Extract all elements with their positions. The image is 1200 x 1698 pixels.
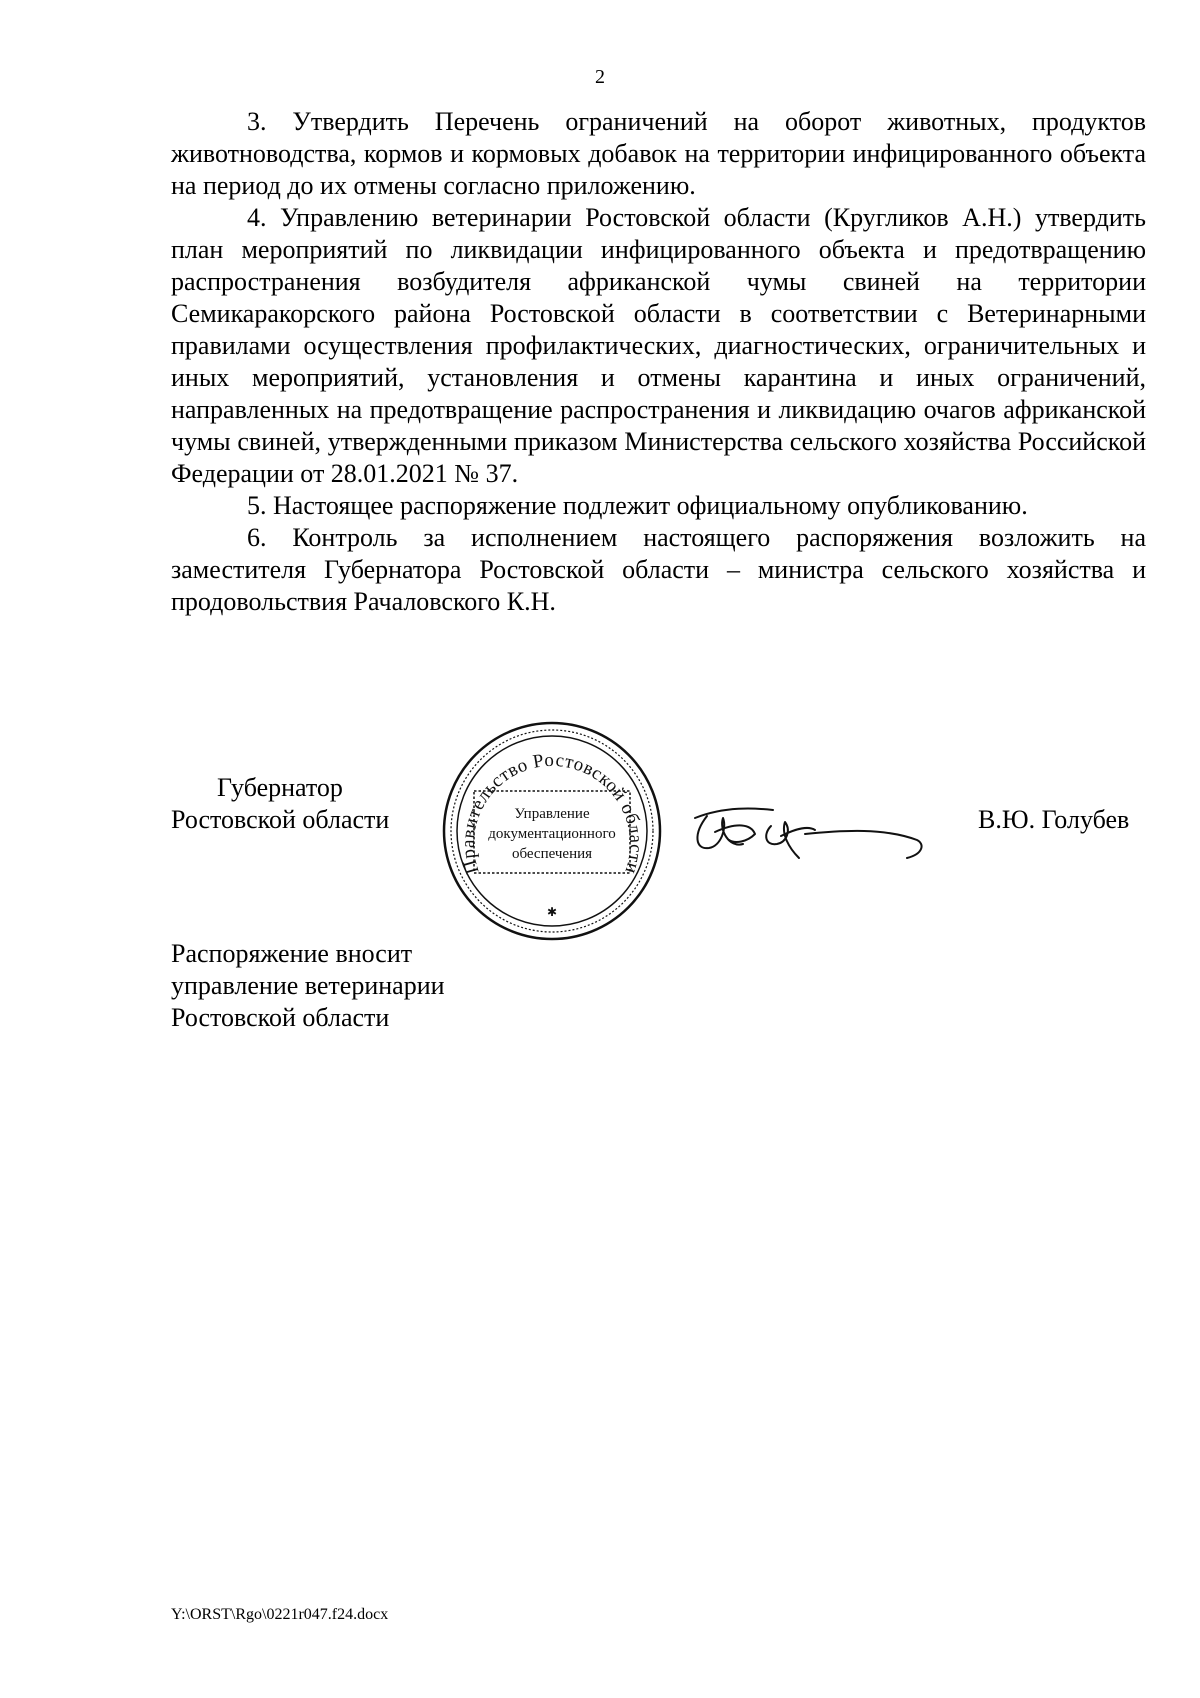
file-path-footer: Y:\ORST\Rgo\0221r047.f24.docx [171, 1606, 389, 1623]
svg-text:✱: ✱ [546, 905, 558, 919]
submitted-by-line2: управление ветеринарии [171, 971, 445, 1000]
signer-title-line2: Ростовской области [171, 805, 390, 834]
seal-center-line2: документационного [488, 826, 616, 842]
paragraph-item-4: 4. Управлению ветеринарии Ростовской области (Кругликов А.Н.) утвердить план мероприятий по ликвидации инфицированного объекта и предотвращению распространения возбудителя африканской чумы свиней на территории Семикаракорского района Ростовской области в соответствии с Ветеринарными правилами осуществления профилактических, диагностических, ограничительных и иных мероприятий, установления и отмены карантина и иных ограничений, направленных на предотвращение распространения и ликвидацию очагов африканской чумы свиней, утвержденными приказом Министерства сельского хозяйства Российской Федерации от 28.01.2021 № 37. [171, 203, 1146, 488]
seal-center-line3: обеспечения [511, 846, 593, 862]
submitted-by-line3: Ростовской области [171, 1003, 390, 1032]
document-body [171, 106, 1146, 618]
paragraph-item-3: 3. Утвердить Перечень ограничений на оборот животных, продуктов животноводства, кормов и кормовых добавок на территории инфицированного объекта на период до их отмены согласно приложению. [171, 107, 1146, 200]
official-seal-icon [441, 720, 663, 942]
paragraph-item-5: 5. Настоящее распоряжение подлежит официальному опубликованию. [247, 491, 1028, 520]
seal-ring-text: Правительство Ростовской области [457, 749, 647, 877]
signer-name: В.Ю. Голубев [978, 805, 1130, 834]
signer-title [171, 772, 389, 836]
submitted-by-line1: Распоряжение вносит [171, 939, 413, 968]
handwritten-signature-icon [685, 788, 935, 868]
submitted-by-block [171, 938, 445, 1034]
signature-block [0, 720, 1200, 950]
signer-title-line1: Губернатор [217, 773, 343, 802]
paragraph-item-6: 6. Контроль за исполнением настоящего распоряжения возложить на заместителя Губернатора Ростовской области – министра сельского хозяйства и продовольствия Рачаловского К.Н. [171, 523, 1146, 616]
seal-center-line1: Управление [514, 806, 590, 822]
page-number: 2 [595, 66, 605, 88]
